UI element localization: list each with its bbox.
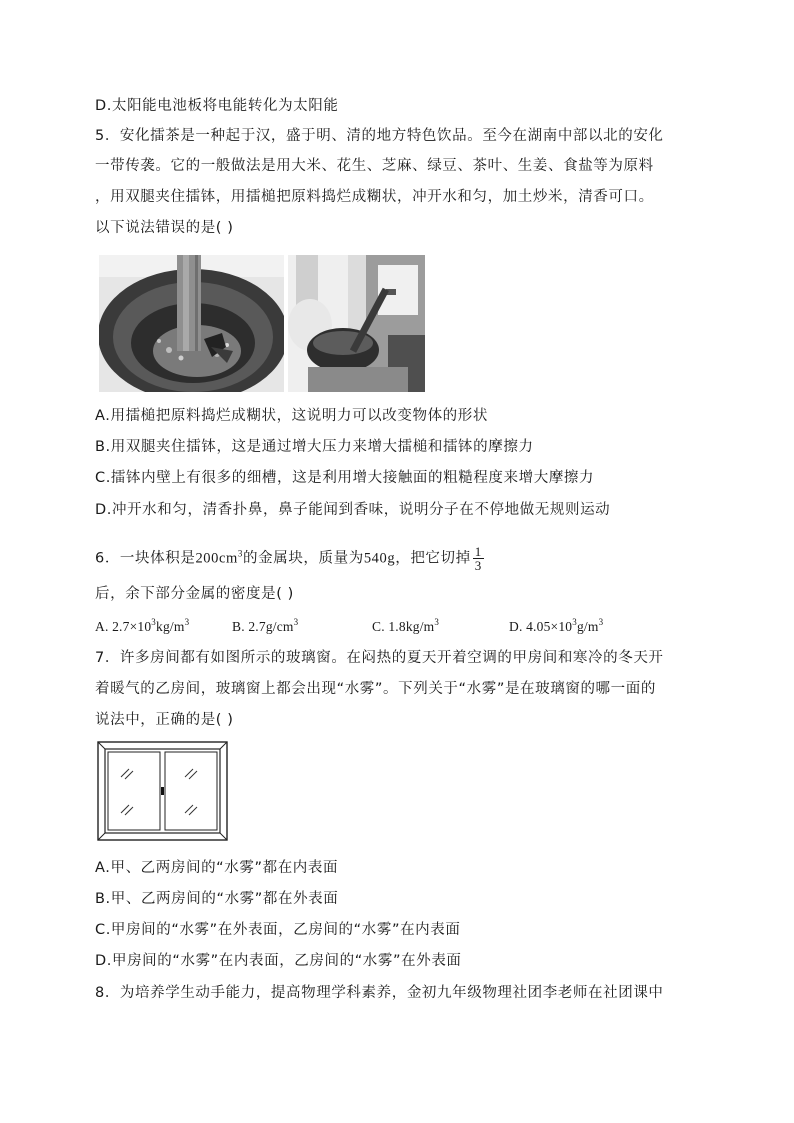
pounding-tea-photo (288, 255, 425, 392)
q6-stem-line-1 (95, 545, 484, 572)
q6-option-c (372, 617, 439, 637)
q5-option-d: D.冲开水和匀，清香扑鼻，鼻子能闻到香味，说明分子在不停地做无规则运动 (95, 502, 611, 518)
q6-option-a-unit: kg/m (156, 619, 185, 634)
q6-option-d-unit: g/m (576, 619, 599, 634)
q6-volume: 200cm (195, 550, 238, 567)
q5-stem-line-2: 一带传袭。它的一般做法是用大米、花生、芝麻、绿豆、茶叶、生姜、食盐等为原料 (95, 158, 654, 174)
q7-option-a: A.甲、乙两房间的“水雾”都在内表面 (95, 860, 339, 876)
q8-stem-line-1: 8．为培养学生动手能力，提高物理学科素养，金初九年级物理社团李老师在社团课中 (95, 985, 664, 1001)
q5-option-b: B.用双腿夹住擂钵，这是通过增大压力来增大擂槌和擂钵的摩擦力 (95, 439, 534, 455)
q6-option-b-value: B. 2.7g/cm (232, 619, 294, 634)
q6-stem-line-2: 后，余下部分金属的密度是( ) (95, 586, 294, 602)
q6-fraction-denominator: 3 (474, 558, 482, 573)
q6-fraction (473, 545, 484, 572)
q4-option-d: D.太阳能电池板将电能转化为太阳能 (95, 98, 339, 114)
q6-option-b (232, 617, 298, 637)
q6-mass: 540g (363, 550, 396, 567)
q7-option-b: B.甲、乙两房间的“水雾”都在外表面 (95, 891, 339, 907)
q6-option-b-exponent: 3 (293, 617, 299, 627)
q6-option-c-exponent: 3 (434, 617, 440, 627)
q6-text-part-1: 6．一块体积是 (95, 550, 196, 567)
q5-option-c: C.擂钵内壁上有很多的细槽，这是利用增大接触面的粗糙程度来增大摩擦力 (95, 470, 595, 486)
q6-options-row (95, 617, 655, 637)
q7-stem-line-3: 说法中，正确的是( ) (95, 712, 234, 728)
q6-option-d-exponent: 3 (572, 617, 577, 627)
q7-option-c: C.甲房间的“水雾”在外表面，乙房间的“水雾”在内表面 (95, 922, 461, 938)
q6-option-a-exponent: 3 (151, 617, 156, 627)
q6-option-a (95, 617, 189, 637)
q7-option-d: D.甲房间的“水雾”在内表面，乙房间的“水雾”在外表面 (95, 953, 462, 969)
glass-window-figure (97, 741, 229, 846)
q6-option-a-value: A. 2.7×10 (95, 619, 152, 634)
mortar-closeup-photo (99, 255, 284, 392)
q6-option-c-value: C. 1.8kg/m (372, 619, 435, 634)
q6-text-part-3: ，把它切掉 (395, 550, 471, 567)
q5-option-a: A.用擂槌把原料捣烂成糊状，这说明力可以改变物体的形状 (95, 408, 488, 424)
q5-stem-line-3: ，用双腿夹住擂钵，用擂槌把原料捣烂成糊状，冲开水和匀，加土炒米，清香可口。 (95, 189, 654, 205)
q6-fraction-numerator: 1 (474, 544, 482, 559)
q7-stem-line-1: 7．许多房间都有如图所示的玻璃窗。在闷热的夏天开着空调的甲房间和寒冷的冬天开 (95, 650, 664, 666)
q6-option-d-unit-exponent: 3 (598, 617, 604, 627)
q6-option-d (509, 617, 603, 637)
q6-volume-exponent: 3 (237, 548, 244, 559)
q6-option-a-unit-exponent: 3 (184, 617, 190, 627)
q7-stem-line-2: 着暖气的乙房间，玻璃窗上都会出现“水雾”。下列关于“水雾”是在玻璃窗的哪一面的 (95, 681, 656, 697)
q6-text-part-2: 的金属块，质量为 (243, 550, 364, 567)
q6-option-d-value: D. 4.05×10 (509, 619, 573, 634)
q5-stem-line-4: 以下说法错误的是( ) (95, 220, 234, 236)
q5-stem-line-1: 5．安化擂茶是一种起于汉，盛于明、清的地方特色饮品。至今在湖南中部以北的安化 (95, 128, 664, 144)
